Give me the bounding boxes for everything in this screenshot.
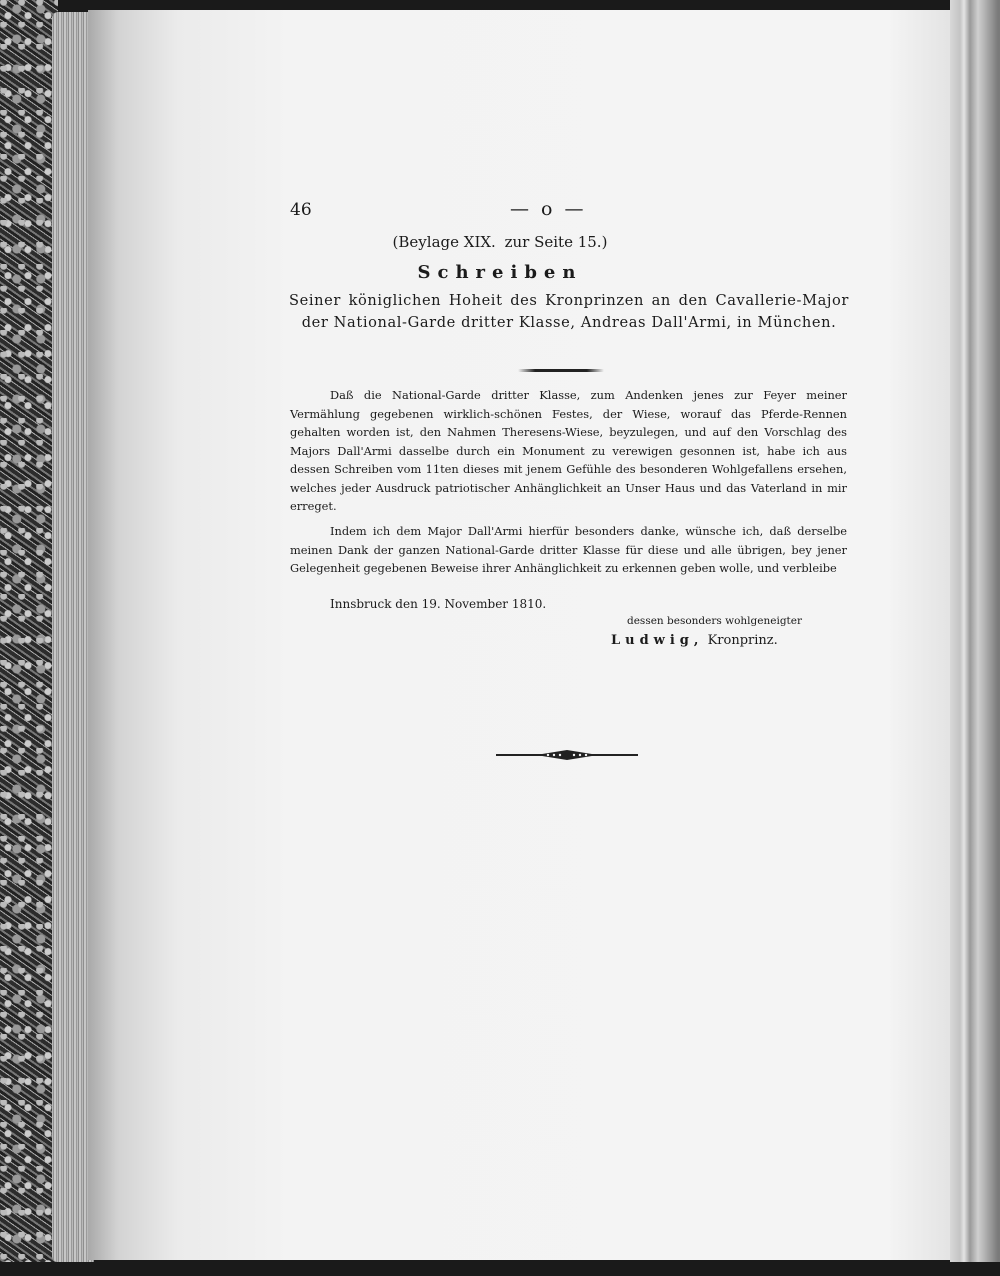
title-divider xyxy=(518,369,604,372)
cover-bottom-edge xyxy=(0,1262,1000,1276)
body-paragraph-2: Indem ich dem Major Dall'Armi hierfür besonders danke, wünsche ich, daß derselbe meinen Dank der ganzen National-Garde dritter Klasse für diese und alle übrigen, bey jener Gelegenheit gegebenen Beweise ihrer Anhänglichkeit zu erkennen geben wolle, und verbleibe xyxy=(290,524,847,575)
signature-name: Ludwig, xyxy=(611,633,704,648)
signature-title: Kronprinz. xyxy=(707,633,778,648)
marbled-cover-left xyxy=(0,0,58,1276)
body-paragraph-1: Daß die National-Garde dritter Klasse, zum Andenken jenes zur Feyer meiner Vermählung gegebenen wirklich-schönen Festes, der Wiese, worauf das Pferde-Rennen gehalten worden ist, den Nahmen Theresens-Wiese, beyzulegen, und auf den Vorschlag des Majors Dall'Armi dasselbe durch ein Monument zu verewigen gesonnen ist, habe ich aus dessen Schreiben vom 11ten dieses mit jenem Gefühle des besonderen Wohlgefallens ersehen, welches jeder Ausdruck patriotischer Anhänglichkeit an Unser Haus und das Vaterland in mir erreget. xyxy=(290,388,847,513)
signature xyxy=(611,633,778,648)
ornamental-rule xyxy=(496,749,638,761)
dateline: Innsbruck den 19. November 1810. xyxy=(330,597,547,611)
document-subtitle: Seiner königlichen Hoheit des Kronprinzen an den Cavallerie-Major der National-Garde dritter Klasse, Andreas Dall'Armi, in München. xyxy=(289,292,849,331)
appendix-reference xyxy=(0,233,1000,251)
document-title: Schreiben xyxy=(417,262,583,283)
appendix-label: (Beylage XIX. xyxy=(392,233,496,251)
page-number: 46 xyxy=(290,200,312,220)
cover-board-right xyxy=(950,0,1000,1276)
running-head: — o — xyxy=(510,198,587,220)
appendix-page-ref: zur Seite 15.) xyxy=(504,233,608,251)
complimentary-close: dessen besonders wohlgeneigter xyxy=(627,615,802,627)
